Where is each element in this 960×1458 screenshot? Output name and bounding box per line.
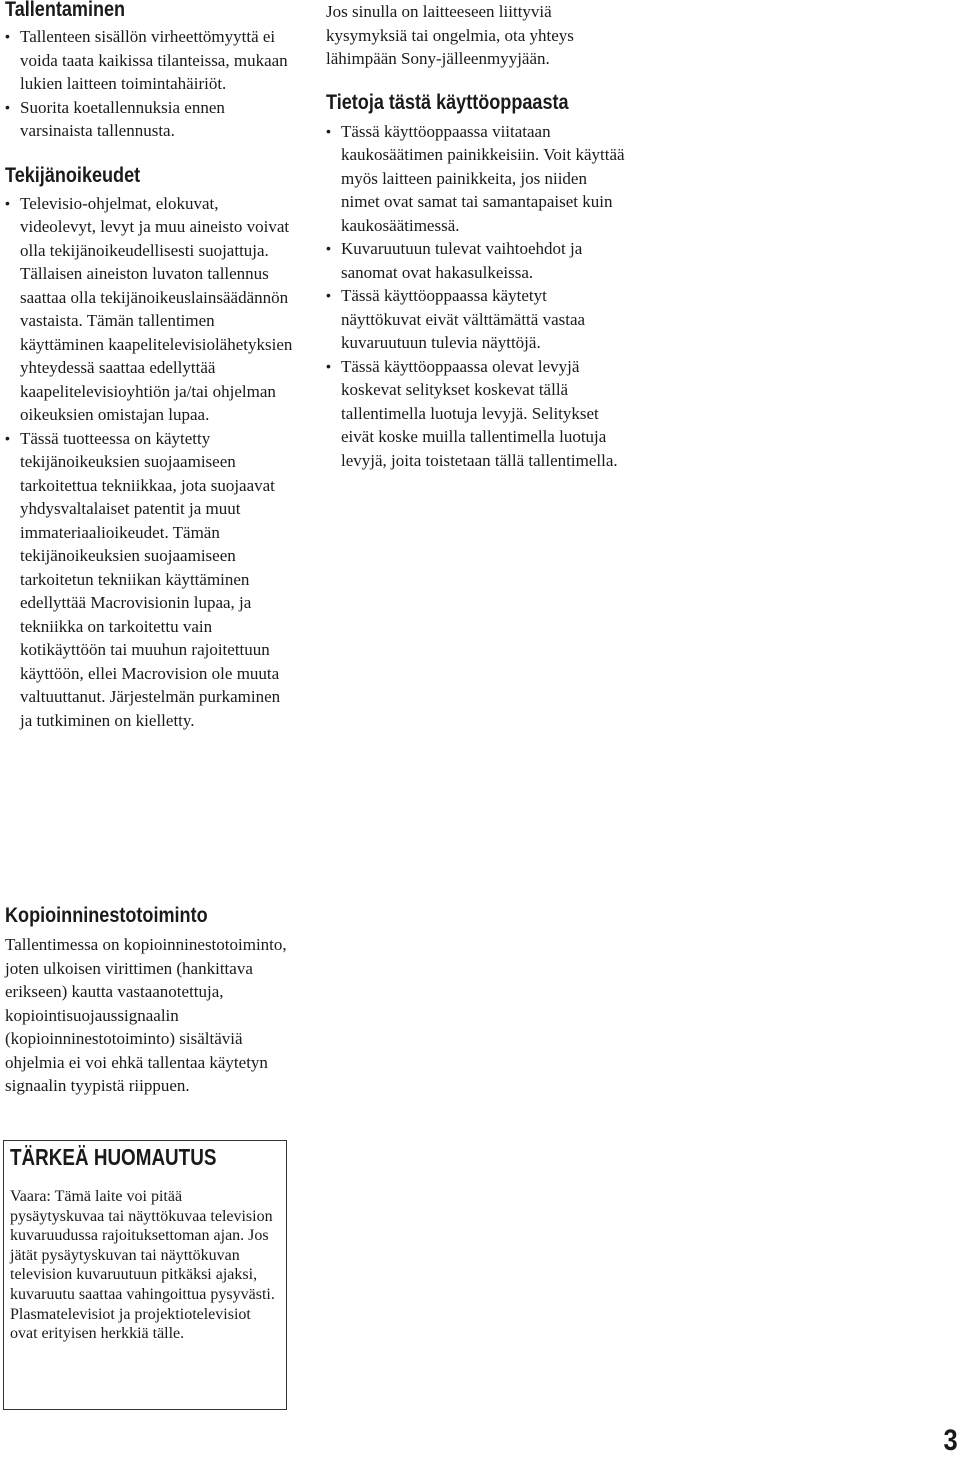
left-column-bottom [5,904,295,1098]
list-item: • Kuvaruutuun tulevat vaihtoehdot ja sanomat ovat hakasulkeissa. [326,237,626,284]
list-item: • Tallenteen sisällön virheettömyyttä ei voida taata kaikissa tilanteissa, mukaan lukien laitteen toimintahäiriöt. [5,25,295,96]
about-manual-list [326,120,626,473]
about-manual-section [326,91,626,473]
recording-heading: Tallentaminen [5,0,126,21]
list-item: • Suorita koetallennuksia ennen varsinaista tallennusta. [5,96,295,143]
copyright-list [5,192,295,733]
copy-guard-text: Tallentimessa on kopioinninestotoiminto, joten ulkoisen virittimen (hankittava erikseen) kautta vastaanotettuja, kopiointisuojaussignaalin (kopioinninestotoiminto) sisältäviä ohjelmia ei voi ehkä tallentaa käytetyn signaalin tyypistä riippuen. [5,935,287,1095]
list-item: • Tässä käyttöoppaassa viitataan kaukosäätimen painikkeisiin. Voit käyttää myös laitteen painikkeita, jos niiden nimet ovat samat tai samantapaiset kuin kaukosäätimessä. [326,120,626,238]
right-column [326,0,626,472]
list-item: • Televisio-ohjelmat, elokuvat, videolevyt, levyt ja muu aineisto voivat olla tekijänoikeudellisesti suojattuja. Tällaisen aineiston luvaton tallennus saattaa olla tekijänoikeuslainsäädännön vastaista. Tämän tallentimen käyttäminen kaapelitelevisiolähetyksien yhteydessä saattaa edellyttää kaapelitelevisioyhtiön ja/tai ohjelman oikeuksien omistajan lupaa. [5,192,295,427]
copyright-heading: Tekijänoikeudet [5,163,141,187]
list-item: • Tässä käyttöoppaassa olevat levyjä koskevat selitykset koskevat tällä tallentimella luotuja levyjä. Selitykset eivät koske muilla tallentimella luotuja levyjä, joita toistetaan tällä tallentimella. [326,355,626,473]
copy-guard-heading: Kopioinninestotoiminto [5,904,208,927]
important-notice-text: Vaara: Tämä laite voi pitää pysäytyskuvaa tai näyttökuvaa television kuvaruudussa rajoituksettoman ajan. Jos jätät pysäytyskuvan tai näyttökuvan television kuvaruutuun pitkäksi ajaksi, kuvaruutu saattaa vahingoittua pysyvästi. Plasmatelevisiot ja projektiotelevisiot ovat erityisen herkkiä tälle. [10,1188,275,1343]
list-item: • Tässä käyttöoppaassa käytetyt näyttökuvat eivät välttämättä vastaa kuvaruutuun tulevia näyttöjä. [326,284,626,355]
left-column [5,0,295,732]
intro-text: Jos sinulla on laitteeseen liittyviä kysymyksiä tai ongelmia, ota yhteys lähimpään Sony-jälleenmyyjään. [326,2,574,68]
recording-list [5,25,295,143]
copy-guard-section [5,904,295,1098]
page-number: 3 [943,1424,958,1457]
list-item: • Tässä tuotteessa on käytetty tekijänoikeuksien suojaamiseen tarkoitettua tekniikkaa, jota suojaavat yhdysvaltalaiset patentit ja muut immateriaalioikeudet. Tämän tekijänoikeuksien suojaamiseen tarkoitetun tekniikan käyttäminen edellyttää Macrovisionin lupaa, ja tekniikka on tarkoitettu vain kotikäyttöön tai muuhun rajoitettuun käyttöön, ellei Macrovision ole muuta valtuuttanut. Järjestelmän purkaminen ja tutkiminen on kielletty. [5,427,295,733]
about-manual-heading: Tietoja tästä käyttöoppaasta [326,90,569,114]
important-notice-box [3,1140,287,1410]
recording-section [5,0,295,143]
copyright-section [5,164,295,733]
important-notice-heading: TÄRKEÄ HUOMAUTUS [10,1144,217,1170]
